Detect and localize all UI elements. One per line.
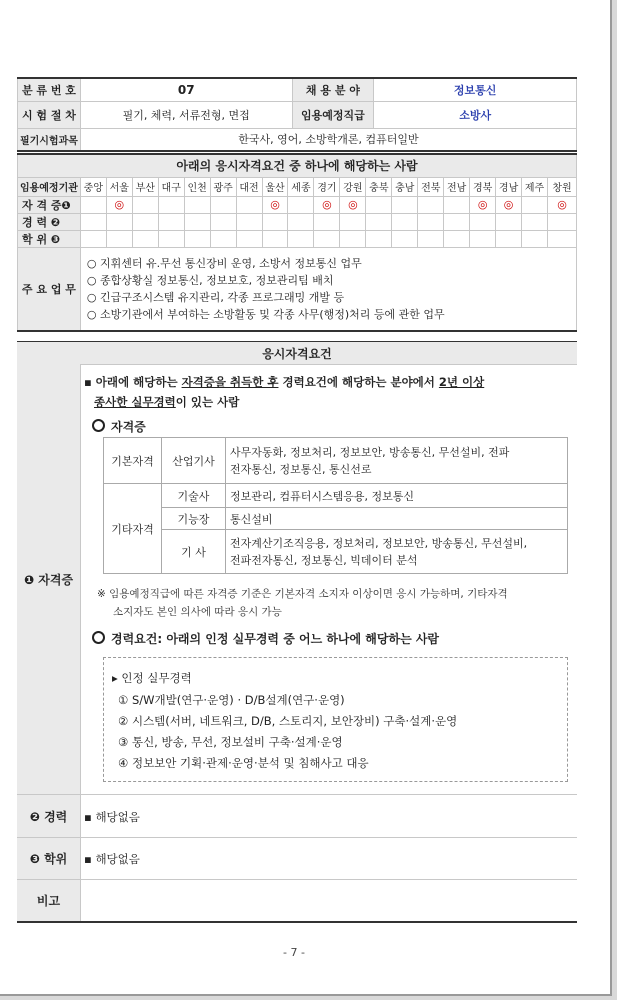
duties-list [80, 247, 576, 331]
job-info-table [17, 77, 577, 152]
cert-row-label: 자 격 증❶ [18, 196, 81, 213]
eligibility-mark [496, 230, 522, 247]
region-cell: 경북 [470, 177, 496, 196]
duty-item: ○ 지휘센터 유.무선 통신장비 운영, 소방서 정보통신 업무 [86, 256, 362, 270]
eligibility-table [17, 153, 577, 332]
class-no-label: 분 류 번 호 [18, 78, 81, 101]
duties-label: 주 요 업 무 [18, 247, 81, 331]
other-label: 기타자격 [104, 484, 162, 574]
eligibility-mark [470, 213, 496, 230]
eligibility-mark [80, 196, 106, 213]
region-cell: 울산 [262, 177, 288, 196]
region-cell: 대전 [236, 177, 262, 196]
eligibility-mark [418, 230, 444, 247]
region-cell: 전북 [418, 177, 444, 196]
region-cell: 충북 [366, 177, 392, 196]
eligibility-mark [418, 213, 444, 230]
eligibility-mark [444, 230, 470, 247]
degree-row-label: 학 위 ❸ [18, 230, 81, 247]
eligibility-mark [288, 196, 314, 213]
eligibility-mark [548, 213, 577, 230]
career-item: ② 시스템(서버, 네트워크, D/B, 스토리지, 보안장비) 구축·설계·운영 [118, 714, 458, 728]
region-cell: 세종 [288, 177, 314, 196]
eligibility-mark [366, 196, 392, 213]
eligibility-mark [184, 196, 210, 213]
eligibility-mark [522, 230, 548, 247]
region-cell: 대구 [158, 177, 184, 196]
eligibility-mark [132, 196, 158, 213]
degree-section-label: ❸ 학위 [17, 838, 81, 879]
region-cell: 광주 [210, 177, 236, 196]
duty-item: ○ 종합상황실 정보통신, 정보보호, 정보관리팀 배치 [86, 273, 334, 287]
eligibility-mark [262, 230, 288, 247]
region-cell: 서울 [106, 177, 132, 196]
remarks-label: 비고 [17, 880, 81, 921]
career-item: ④ 정보보안 기획·관제·운영·분석 및 침해사고 대응 [118, 756, 369, 770]
eligibility-mark [444, 196, 470, 213]
eligibility-mark [236, 213, 262, 230]
eligibility-mark [132, 230, 158, 247]
requirements-title: 응시자격요건 [17, 342, 577, 364]
eligibility-mark [184, 213, 210, 230]
eligibility-mark: ◎ [340, 196, 366, 213]
career-section-label: ❷ 경력 [17, 795, 81, 837]
eligibility-mark [444, 213, 470, 230]
eligibility-mark [210, 230, 236, 247]
rank-label: 임용예정직급 [292, 101, 374, 128]
field-label: 채 용 분 야 [292, 78, 374, 101]
eligibility-mark [522, 213, 548, 230]
engineer-label: 기 사 [162, 530, 226, 574]
region-cell: 부산 [132, 177, 158, 196]
career-item: ① S/W개발(연구·운영) · D/B설계(연구·운영) [118, 693, 345, 707]
tech-list: 정보관리, 컴퓨터시스템응용, 정보통신 [226, 484, 568, 508]
subjects-value: 한국사, 영어, 소방학개론, 컴퓨터일반 [80, 128, 576, 151]
page-number: - 7 - [283, 946, 305, 959]
industrial-label: 산업기사 [162, 438, 226, 484]
career-box [103, 657, 568, 782]
region-cell: 제주 [522, 177, 548, 196]
eligibility-mark [236, 230, 262, 247]
eligibility-mark: ◎ [470, 196, 496, 213]
eligibility-mark [210, 213, 236, 230]
eligibility-mark [392, 213, 418, 230]
eligibility-mark [106, 213, 132, 230]
eligibility-mark [80, 213, 106, 230]
eligibility-mark [314, 230, 340, 247]
eligibility-mark [288, 230, 314, 247]
basic-label: 기본자격 [104, 438, 162, 484]
eligibility-mark [366, 213, 392, 230]
eligibility-mark: ◎ [548, 196, 577, 213]
subjects-label: 필기시험과목 [18, 128, 81, 151]
eligibility-mark [236, 196, 262, 213]
eligibility-mark [158, 196, 184, 213]
career-value: ▪ 해당없음 [84, 810, 140, 824]
duty-item: ○ 소방기관에서 부여하는 소방활동 및 각종 사무(행정)처리 등에 관한 업무 [86, 307, 445, 321]
career-box-title: ▸ 인정 실무경력 [112, 671, 192, 685]
exam-value: 필기, 체력, 서류전형, 면접 [80, 101, 292, 128]
region-cell: 경기 [314, 177, 340, 196]
eligibility-mark [184, 230, 210, 247]
engineer-list: 전자계산기조직응용, 정보처리, 정보보안, 방송통신, 무선설비, 전파전자통신, 정보통신, 빅데이터 분석 [226, 530, 568, 574]
eligibility-mark: ◎ [106, 196, 132, 213]
eligibility-mark [366, 230, 392, 247]
region-cell: 중앙 [80, 177, 106, 196]
class-no: 07 [80, 78, 292, 101]
eligibility-title: 아래의 응시자격요건 중 하나에 해당하는 사람 [18, 154, 577, 177]
region-label: 임용예정기관 [18, 177, 81, 196]
requirement-bullet-line2: 종사한 실무경력이 있는 사람 [94, 395, 240, 409]
duty-item: ○ 긴급구조시스템 유지관리, 각종 프로그래밍 개발 등 [86, 290, 345, 304]
eligibility-mark: ◎ [262, 196, 288, 213]
eligibility-mark [158, 213, 184, 230]
eligibility-mark [106, 230, 132, 247]
region-cell: 충남 [392, 177, 418, 196]
rank-value: 소방사 [374, 101, 577, 128]
circle-icon [92, 631, 105, 644]
eligibility-mark [418, 196, 444, 213]
industrial-list: 사무자동화, 정보처리, 정보보안, 방송통신, 무선설비, 전파 전자통신, 정보통신, 통신선로 [226, 438, 568, 484]
career-item: ③ 통신, 방송, 무선, 정보설비 구축·설계·운영 [118, 735, 343, 749]
career-row-label: 경 력 ❷ [18, 213, 81, 230]
cert-table [103, 437, 568, 574]
circle-icon [92, 419, 105, 432]
field-value: 정보통신 [374, 78, 577, 101]
master-label: 기능장 [162, 508, 226, 530]
career-heading: 경력요건: 아래의 인정 실무경력 중 어느 하나에 해당하는 사람 [92, 630, 439, 647]
exam-label: 시 험 절 차 [18, 101, 81, 128]
region-cell: 인천 [184, 177, 210, 196]
requirement-bullet: ▪ 아래에 해당하는 자격증을 취득한 후 경력요건에 해당하는 분야에서 2년 이상 [84, 375, 485, 389]
note-line-1: ※ 임용예정직급에 따른 자격증 기준은 기본자격 소지자 이상이면 응시 가능하며, 기타자격 [97, 588, 508, 600]
eligibility-mark [132, 213, 158, 230]
region-cell: 강원 [340, 177, 366, 196]
tech-label: 기술사 [162, 484, 226, 508]
degree-value: ▪ 해당없음 [84, 852, 140, 866]
cert-section-label: ❶ 자격증 [17, 364, 81, 794]
eligibility-mark [288, 213, 314, 230]
eligibility-mark [392, 230, 418, 247]
eligibility-mark [548, 230, 577, 247]
region-cell: 전남 [444, 177, 470, 196]
eligibility-mark [80, 230, 106, 247]
eligibility-mark [340, 230, 366, 247]
eligibility-mark [392, 196, 418, 213]
eligibility-mark [158, 230, 184, 247]
eligibility-mark [470, 230, 496, 247]
region-cell: 경남 [496, 177, 522, 196]
note-line-2: 소지자도 본인 의사에 따라 응시 가능 [113, 606, 282, 618]
eligibility-mark [340, 213, 366, 230]
eligibility-mark [522, 196, 548, 213]
master-list: 통신설비 [226, 508, 568, 530]
eligibility-mark [314, 213, 340, 230]
eligibility-mark: ◎ [314, 196, 340, 213]
region-cell: 창원 [548, 177, 577, 196]
cert-heading: 자격증 [92, 418, 146, 435]
eligibility-mark [496, 213, 522, 230]
eligibility-mark [210, 196, 236, 213]
eligibility-mark [262, 213, 288, 230]
eligibility-mark: ◎ [496, 196, 522, 213]
